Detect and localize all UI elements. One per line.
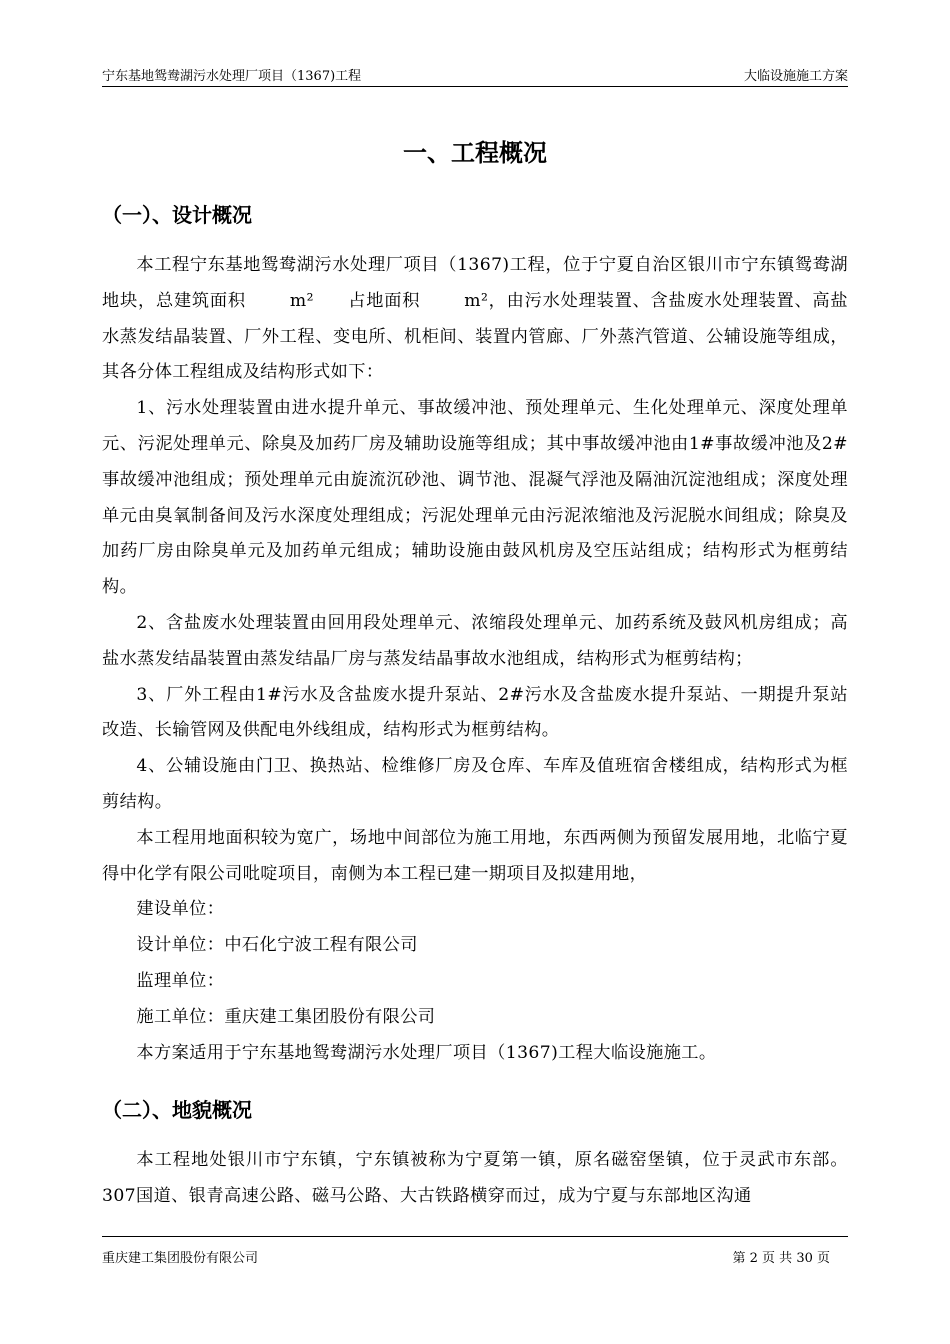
- section-heading-design: （一）、设计概况: [102, 203, 252, 227]
- contractor-line: 施工单位：重庆建工集团股份有限公司: [136, 1006, 436, 1027]
- page-header: [102, 62, 848, 87]
- owner-line: 建设单位：: [136, 899, 225, 920]
- paragraph-intro: 本工程宁东基地鸳鸯湖污水处理厂项目（1367)工程，位于宁夏自治区银川市宁东镇鸳鸯湖地块，总建筑面积 m² 占地面积 m²，由污水处理装置、含盐废水处理装置、高盐水蒸发结晶装置、厂外工程、变电所、机柜间、装置内管廊、厂外蒸汽管道、公辅设施等组成，其各分体工程组成及结构形式如下：: [102, 255, 849, 383]
- section-heading-landform: （二）、地貌概况: [102, 1098, 252, 1123]
- paragraph-item-4: 4、公辅设施由门卫、换热站、检维修厂房及仓库、车库及值班宿舍楼组成，结构形式为框剪结构。: [102, 756, 848, 812]
- footer-company: 重庆建工集团股份有限公司: [102, 1251, 259, 1266]
- paragraph-scope: 本方案适用于宁东基地鸳鸯湖污水处理厂项目（1367)工程大临设施施工。: [136, 1042, 717, 1063]
- header-document-title: 大临设施施工方案: [743, 69, 848, 84]
- paragraph-landform: 本工程地处银川市宁东镇，宁东镇被称为宁夏第一镇，原名磁窑堡镇，位于灵武市东部。307国道、银青高速公路、磁马公路、大古铁路横穿而过，成为宁夏与东部地区沟通: [102, 1150, 848, 1207]
- paragraph-item-2: 2、含盐废水处理装置由回用段处理单元、浓缩段处理单元、加药系统及鼓风机房组成；高盐水蒸发结晶装置由蒸发结晶厂房与蒸发结晶事故水池组成，结构形式为框剪结构；: [102, 612, 848, 669]
- paragraph-site: 本工程用地面积较为宽广，场地中间部位为施工用地，东西两侧为预留发展用地，北临宁夏得中化学有限公司吡啶项目，南侧为本工程已建一期项目及拟建用地，: [102, 827, 848, 884]
- designer-line: 设计单位：中石化宁波工程有限公司: [136, 935, 418, 956]
- chapter-title: 一、工程概况: [403, 139, 547, 167]
- paragraph-item-1: 1、污水处理装置由进水提升单元、事故缓冲池、预处理单元、生化处理单元、深度处理单元、污泥处理单元、除臭及加药厂房及辅助设施等组成；其中事故缓冲池由1#事故缓冲池及2#事故缓冲池组成；预处理单元由旋流沉砂池、调节池、混凝气浮池及隔油沉淀池组成；深度处理单元由臭氧制备间及污水深度处理组成；污泥处理单元由污泥浓缩池及污泥脱水间组成；除臭及加药厂房由除臭单元及加药单元组成；辅助设施由鼓风机房及空压站组成；结构形式为框剪结构。: [102, 398, 848, 598]
- paragraph-item-3: 3、厂外工程由1#污水及含盐废水提升泵站、2#污水及含盐废水提升泵站、一期提升泵站改造、长输管网及供配电外线组成，结构形式为框剪结构。: [102, 684, 848, 741]
- page-footer: [102, 1236, 848, 1266]
- footer-page-number: 第 2 页 共 30 页: [732, 1251, 830, 1266]
- page-content: [102, 130, 848, 1215]
- supervisor-line: 监理单位：: [136, 970, 225, 991]
- header-project-title: 宁东基地鸳鸯湖污水处理厂项目（1367)工程: [102, 69, 362, 84]
